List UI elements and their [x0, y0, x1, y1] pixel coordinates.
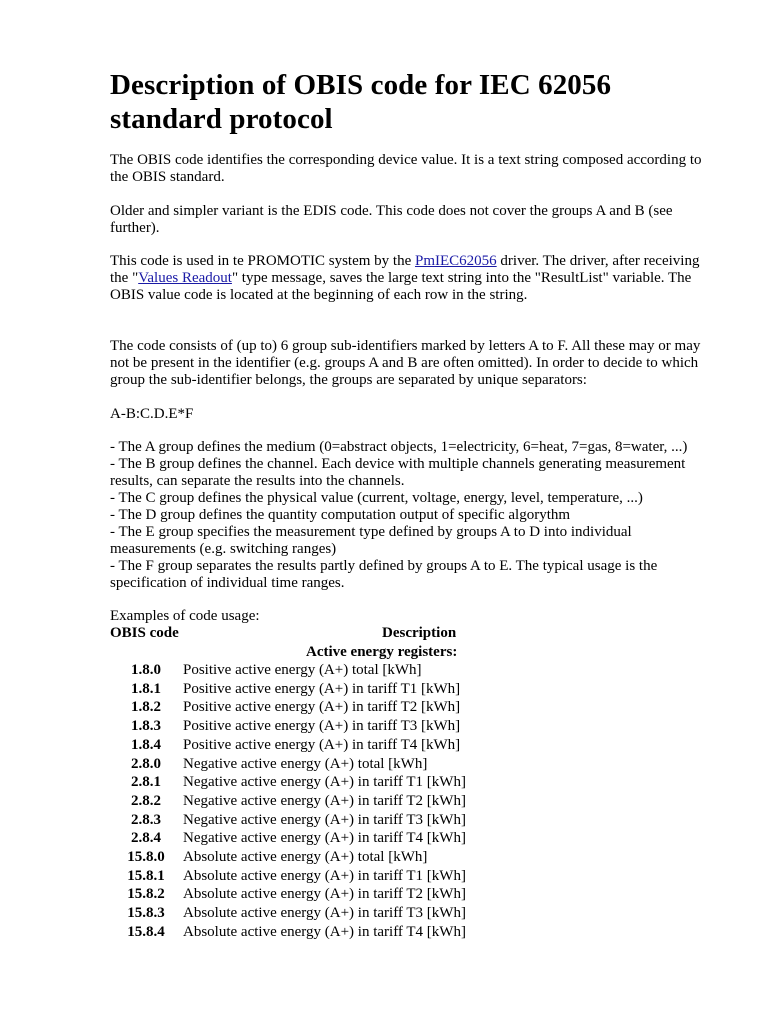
paragraph-promotic	[110, 253, 710, 304]
pmiec62056-link[interactable]: PmIEC62056	[414, 253, 497, 269]
obis-code-cell: 15.8.4	[127, 923, 165, 940]
table-row	[110, 848, 510, 867]
description-cell: Negative active energy (A+) in tariff T3 [kWh]	[183, 811, 466, 828]
description-cell: Positive active energy (A+) total [kWh]	[183, 662, 422, 678]
section-header-active-energy: Active energy registers:	[306, 644, 458, 660]
description-cell: Negative active energy (A+) in tariff T2 [kWh]	[183, 792, 466, 809]
paragraph-promotic-text-2: driver. The driver, after receiving the "	[110, 253, 700, 286]
obis-code-cell: 1.8.0	[131, 662, 161, 678]
description-cell: Negative active energy (A+) total [kWh]	[183, 755, 428, 772]
column-header-description: Description	[382, 625, 457, 641]
obis-code-cell: 1.8.2	[131, 699, 161, 716]
description-cell: Positive active energy (A+) in tariff T4 [kWh]	[183, 736, 461, 753]
description-cell: Positive active energy (A+) in tariff T2 [kWh]	[183, 699, 461, 716]
obis-code-cell: 1.8.4	[131, 736, 161, 753]
table-row	[110, 698, 510, 717]
obis-code-cell: 15.8.0	[127, 849, 165, 865]
paragraph-promotic-text-1: This code is used in te PROMOTIC system by the	[110, 253, 415, 269]
obis-code-cell: 2.8.3	[131, 811, 161, 828]
table-row	[110, 755, 510, 774]
obis-code-cell: 1.8.3	[131, 718, 161, 735]
description-cell: Absolute active energy (A+) total [kWh]	[183, 849, 428, 865]
description-cell: Absolute active energy (A+) in tariff T4 [kWh]	[183, 923, 466, 940]
group-d-item: - The D group defines the quantity computation output of specific algorythm	[110, 507, 571, 523]
obis-format: A-B:C.D.E*F	[110, 406, 194, 422]
obis-code-cell: 15.8.2	[127, 886, 165, 903]
description-cell: Negative active energy (A+) in tariff T1 [kWh]	[183, 774, 466, 791]
table-row	[110, 773, 510, 792]
obis-code-cell: 15.8.1	[127, 867, 165, 884]
table-row	[110, 661, 510, 680]
group-b-item: - The B group defines the channel. Each device with multiple channels generating measurement results, can separate the results into the channels.	[110, 456, 686, 489]
table-row	[110, 829, 510, 848]
description-cell: Absolute active energy (A+) in tariff T3 [kWh]	[183, 905, 466, 922]
description-cell: Absolute active energy (A+) in tariff T2 [kWh]	[183, 886, 466, 903]
obis-code-cell: 2.8.1	[131, 774, 161, 791]
table-row	[110, 736, 510, 755]
column-header-obis-code: OBIS code	[110, 625, 179, 641]
table-row	[110, 680, 510, 699]
description-cell: Positive active energy (A+) in tariff T1 [kWh]	[183, 680, 461, 697]
paragraph-intro: The OBIS code identifies the corresponding device value. It is a text string composed according to the OBIS standard.	[110, 152, 702, 185]
obis-code-cell: 15.8.3	[127, 905, 165, 922]
description-cell: Absolute active energy (A+) in tariff T1 [kWh]	[183, 867, 466, 884]
groups-list	[110, 439, 710, 592]
paragraph-groups-intro: The code consists of (up to) 6 group sub-identifiers marked by letters A to F. All these may or may not be present in the identifier (e.g. groups A and B are often omitted). In order to decide to which group the sub-identifier belongs, the groups are separated by unique separators:	[110, 338, 701, 388]
group-a-item: - The A group defines the medium (0=abstract objects, 1=electricity, 6=heat, 7=gas, 8=water, ...)	[110, 439, 688, 455]
page-title: Description of OBIS code for IEC 62056 standard protocol	[110, 69, 612, 135]
group-c-item: - The C group defines the physical value (current, voltage, energy, level, temperature, ...)	[110, 490, 643, 506]
table-row	[110, 811, 510, 830]
description-cell: Positive active energy (A+) in tariff T3 [kWh]	[183, 718, 461, 735]
description-cell: Negative active energy (A+) in tariff T4 [kWh]	[183, 830, 466, 847]
table-row	[110, 904, 510, 923]
table-row	[110, 923, 510, 942]
group-e-item: - The E group specifies the measurement type defined by groups A to D into individual measurements (e.g. switching ranges)	[110, 524, 632, 557]
values-readout-link[interactable]: Values Readout	[138, 270, 232, 286]
table-row	[110, 792, 510, 811]
paragraph-promotic-text-3: " type message, saves the large text string into the "ResultList" variable. The OBIS value code is located at the beginning of each row in the string.	[110, 270, 692, 303]
obis-code-cell: 1.8.1	[131, 680, 161, 697]
group-f-item: - The F group separates the results partly defined by groups A to E. The typical usage is the specification of individual time ranges.	[110, 558, 658, 591]
table-row	[110, 885, 510, 904]
obis-code-cell: 2.8.0	[131, 755, 161, 772]
examples-label: Examples of code usage:	[110, 608, 260, 624]
obis-code-cell: 2.8.2	[131, 792, 161, 809]
obis-code-cell: 2.8.4	[131, 830, 161, 847]
table-row	[110, 867, 510, 886]
table-row	[110, 717, 510, 736]
paragraph-edis: Older and simpler variant is the EDIS code. This code does not cover the groups A and B (see further).	[110, 203, 673, 236]
